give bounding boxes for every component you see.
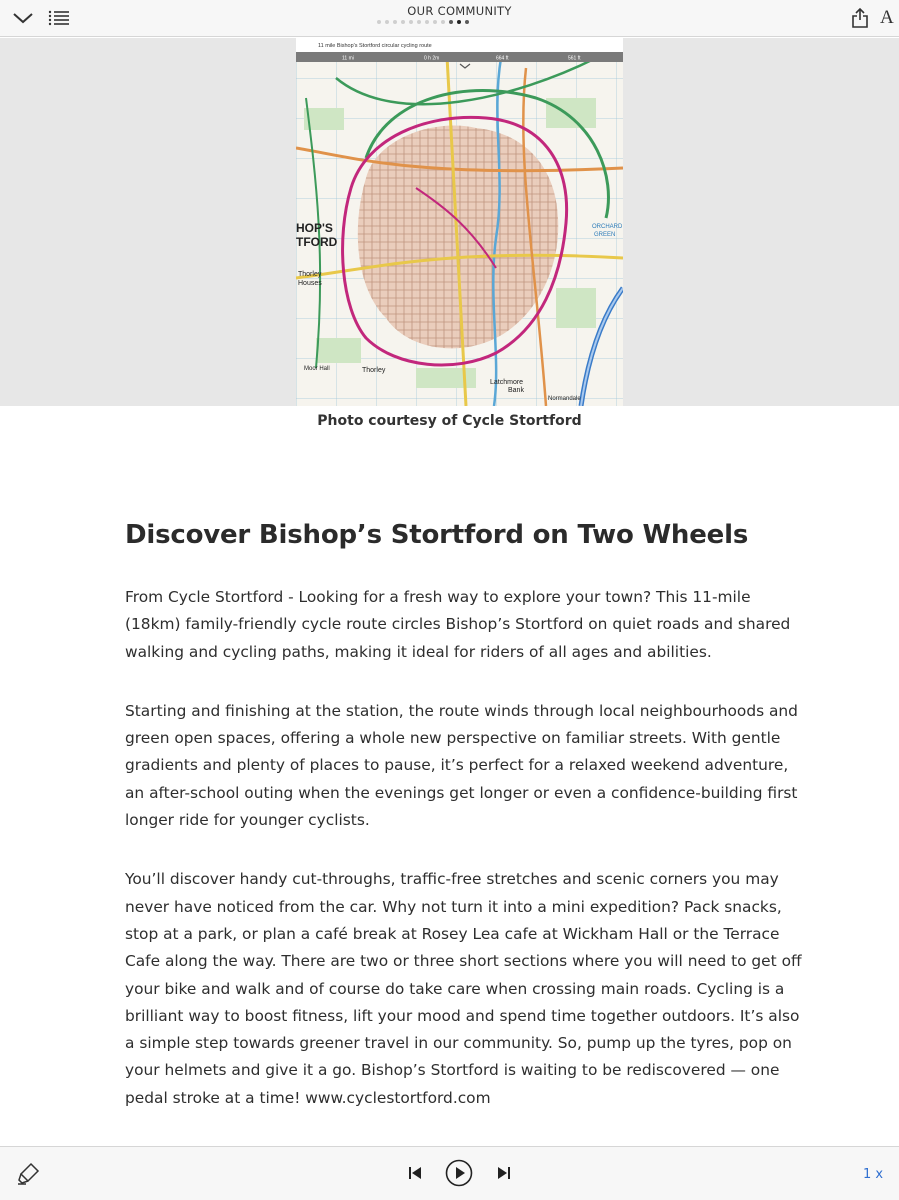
chevron-down-icon[interactable] [10, 4, 36, 32]
page-dot[interactable] [377, 20, 381, 24]
map-label-moor-hall: Moor Hall [304, 366, 330, 372]
page-indicator [377, 20, 469, 24]
map-label-green: GREEN [594, 232, 616, 238]
image-caption: Photo courtesy of Cycle Stortford [317, 413, 582, 429]
page-dot[interactable] [409, 20, 413, 24]
share-icon[interactable] [848, 4, 872, 32]
map-label-houses: Houses [298, 280, 322, 287]
map-label-thorley-2: Thorley [362, 367, 386, 374]
highlighter-icon[interactable] [16, 1160, 42, 1186]
map-stat-descent: 561 ft [568, 55, 581, 62]
map-label-hops: HOP'S [296, 221, 333, 235]
page-dot[interactable] [401, 20, 405, 24]
page-dot[interactable] [417, 20, 421, 24]
route-map-image [296, 38, 623, 406]
playback-toolbar [0, 1146, 899, 1200]
section-title: OUR COMMUNITY [407, 4, 512, 18]
article-headline: Discover Bishop’s Stortford on Two Wheels [125, 520, 749, 550]
page-dot[interactable] [385, 20, 389, 24]
image-band [0, 38, 899, 406]
table-of-contents-icon[interactable] [46, 4, 72, 32]
map-stat-ascent: 664 ft [496, 55, 509, 62]
map-title: 11 mile Bishop's Stortford circular cycling route [318, 43, 432, 49]
page-dot[interactable] [393, 20, 397, 24]
page-dot[interactable] [425, 20, 429, 24]
top-toolbar [0, 0, 899, 37]
font-size-button[interactable]: A [880, 7, 894, 28]
page-dot[interactable] [465, 20, 469, 24]
page-dot[interactable] [433, 20, 437, 24]
play-icon[interactable] [445, 1159, 473, 1187]
previous-track-icon[interactable] [404, 1162, 426, 1184]
map-stat-time: 0 h 2m [424, 55, 440, 62]
article-paragraph-3: You’ll discover handy cut-throughs, traffic-free stretches and scenic corners you may never have noticed from the car. Why not turn it into a mini expedition? Pack snacks, stop at a park, or plan a café break at Rosey Lea cafe at Wickham Hall or the Terrace Cafe along the way. There are two or three short sections where you will need to get off your bike and walk and of course do take care when crossing main roads. Cycling is a brilliant way to boost fitness, lift your mood and spend time together outdoors. It’s also a simple step towards greener travel in our community. So, pump up the tyres, pop on your helmets and give it a go. Bishop’s Stortford is waiting to be rediscovered — one pedal stroke at a time! www.cyclestortford.com [125, 870, 802, 1107]
article-paragraph-2: Starting and finishing at the station, the route winds through local neighbourhoods and green open spaces, offering a whole new perspective on familiar streets. With gentle gradients and plenty of places to pause, it’s perfect for a relaxed weekend adventure, an after-school outing when the evenings get longer or even a confidence-building first longer ride for younger cyclists. [125, 701, 798, 830]
map-label-latchmore: Latchmore [490, 379, 524, 386]
map-label-normandale: Normandale [548, 396, 581, 402]
article-body [125, 520, 805, 1144]
playback-speed-button[interactable]: 1 x [862, 1166, 884, 1182]
map-label-thorley-1: Thorley [298, 271, 322, 278]
map-label-bank: Bank [508, 387, 524, 394]
page-dot[interactable] [457, 20, 461, 24]
map-label-orchard: ORCHARD [592, 224, 623, 230]
map-stat-distance: 11 mi [342, 55, 354, 62]
next-track-icon[interactable] [493, 1162, 515, 1184]
page-dot[interactable] [441, 20, 445, 24]
page-dot[interactable] [449, 20, 453, 24]
map-label-tford: TFORD [296, 235, 338, 249]
article-paragraph-1: From Cycle Stortford - Looking for a fresh way to explore your town? This 11-mile (18km) family-friendly cycle route circles Bishop’s Stortford on quiet roads and shared walking and cycling paths, making it ideal for riders of all ages and abilities. [125, 588, 791, 661]
